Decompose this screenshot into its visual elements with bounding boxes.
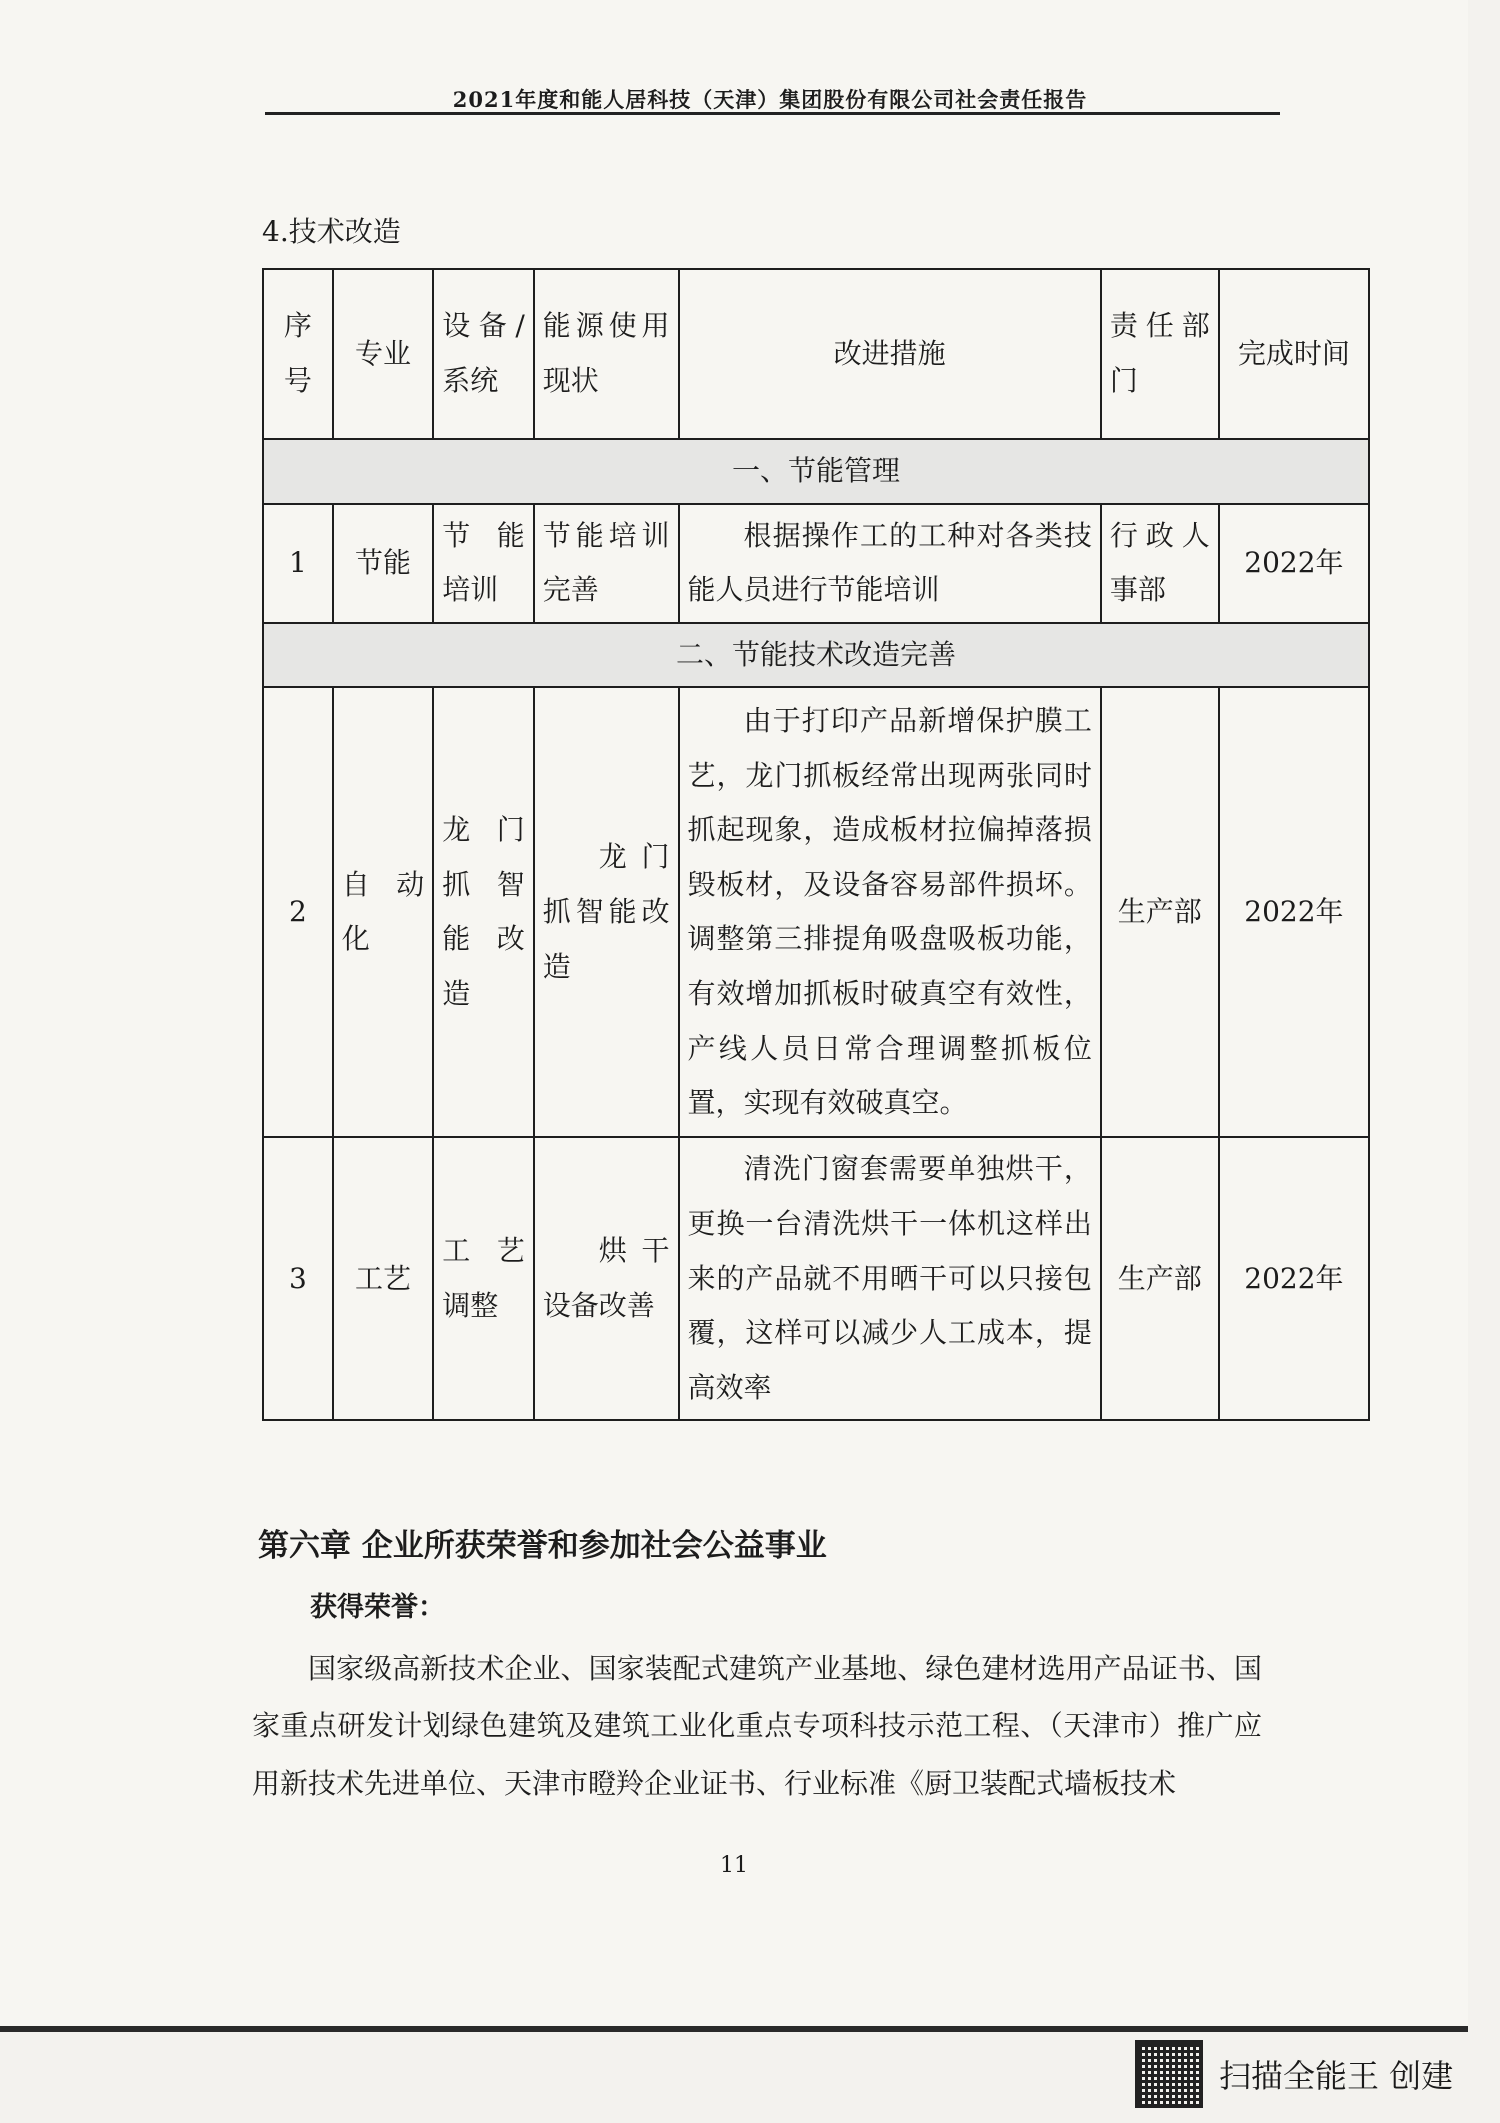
cell-dept: 行政人事部 bbox=[1101, 504, 1219, 623]
page-number: 11 bbox=[720, 1853, 748, 1878]
watermark-text: 扫描全能王 创建 bbox=[1219, 2057, 1454, 2095]
cell-equipment: 工艺调整 bbox=[433, 1137, 534, 1420]
table-row bbox=[263, 504, 1369, 623]
cell-dept: 生产部 bbox=[1101, 1137, 1219, 1420]
cell-status: 龙门抓智能改造 bbox=[534, 687, 679, 1137]
group-label: 二、节能技术改造完善 bbox=[263, 623, 1369, 688]
honor-label: 获得荣誉： bbox=[310, 1592, 445, 1623]
report-header-title: 2021年度和能人居科技（天津）集团股份有限公司社会责任报告 bbox=[452, 87, 1088, 112]
group-label: 一、节能管理 bbox=[263, 439, 1369, 504]
col-header-no: 序号 bbox=[263, 269, 333, 439]
col-header-field: 专业 bbox=[333, 269, 434, 439]
chapter-title: 第六章 企业所获荣誉和参加社会公益事业 bbox=[258, 1528, 827, 1564]
cell-equipment: 节能培训 bbox=[433, 504, 534, 623]
cell-field: 自动化 bbox=[333, 687, 434, 1137]
header-divider bbox=[265, 112, 1280, 115]
cell-dept: 生产部 bbox=[1101, 687, 1219, 1137]
col-header-measure: 改进措施 bbox=[679, 269, 1101, 439]
cell-no: 1 bbox=[263, 504, 333, 623]
cell-time: 2022年 bbox=[1219, 504, 1369, 623]
cell-measure: 清洗门窗套需要单独烘干，更换一台清洗烘干一体机这样出来的产品就不用晒干可以只接包覆，这样可以减少人工成本，提高效率 bbox=[679, 1137, 1101, 1420]
cell-no: 3 bbox=[263, 1137, 333, 1420]
page-edge-shadow bbox=[0, 2026, 1468, 2032]
section-heading: 4.技术改造 bbox=[262, 215, 401, 248]
tech-renovation-table bbox=[262, 268, 1370, 1421]
group-row-energy-management bbox=[263, 439, 1369, 504]
scanner-watermark bbox=[1135, 2040, 1453, 2108]
table-header-row bbox=[263, 269, 1369, 439]
cell-field: 节能 bbox=[333, 504, 434, 623]
cell-time: 2022年 bbox=[1219, 1137, 1369, 1420]
cell-no: 2 bbox=[263, 687, 333, 1137]
honor-paragraph: 国家级高新技术企业、国家装配式建筑产业基地、绿色建材选用产品证书、国家重点研发计划绿色建筑及建筑工业化重点专项科技示范工程、（天津市）推广应用新技术先进单位、天津市瞪羚企业证书、行业标准《厨卫装配式墙板技术 bbox=[252, 1652, 1262, 1800]
col-header-equipment: 设备/系统 bbox=[433, 269, 534, 439]
cell-status: 节能培训完善 bbox=[534, 504, 679, 623]
cell-status: 烘干设备改善 bbox=[534, 1137, 679, 1420]
col-header-status: 能源使用现状 bbox=[534, 269, 679, 439]
group-row-tech-improvement bbox=[263, 623, 1369, 688]
cell-equipment: 龙门抓智能改造 bbox=[433, 687, 534, 1137]
table-row bbox=[263, 1137, 1369, 1420]
cell-time: 2022年 bbox=[1219, 687, 1369, 1137]
col-header-dept: 责任部门 bbox=[1101, 269, 1219, 439]
cell-measure: 根据操作工的工种对各类技能人员进行节能培训 bbox=[679, 504, 1101, 623]
qr-code-icon bbox=[1135, 2040, 1203, 2108]
cell-field: 工艺 bbox=[333, 1137, 434, 1420]
cell-measure: 由于打印产品新增保护膜工艺，龙门抓板经常出现两张同时抓起现象，造成板材拉偏掉落损毁板材，及设备容易部件损坏。调整第三排提角吸盘吸板功能，有效增加抓板时破真空有效性，产线人员日常合理调整抓板位置，实现有效破真空。 bbox=[679, 687, 1101, 1137]
table-row bbox=[263, 687, 1369, 1137]
col-header-time: 完成时间 bbox=[1219, 269, 1369, 439]
